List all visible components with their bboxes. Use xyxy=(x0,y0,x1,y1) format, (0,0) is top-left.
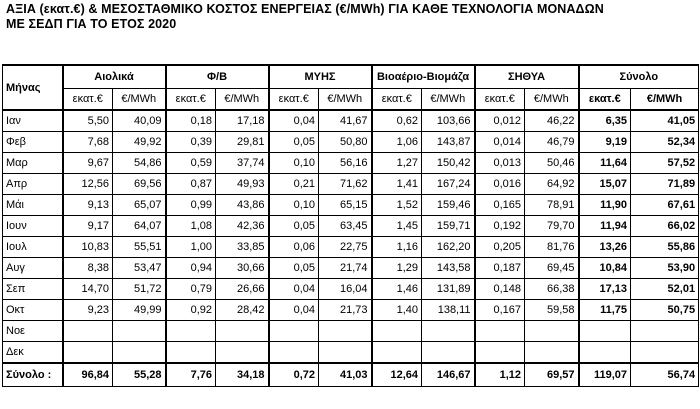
value-cell xyxy=(166,342,216,364)
value-cell: 0,39 xyxy=(166,132,216,153)
value-cell: 15,07 xyxy=(579,174,631,195)
value-cell xyxy=(216,342,269,364)
value-cell xyxy=(475,321,525,342)
value-cell: 11,90 xyxy=(579,195,631,216)
table-row xyxy=(3,237,699,258)
total-row xyxy=(3,363,699,387)
value-cell: 49,92 xyxy=(113,132,166,153)
value-cell: 71,89 xyxy=(631,174,699,195)
table-body xyxy=(3,110,699,387)
value-cell xyxy=(422,342,475,364)
month-cell: Φεβ xyxy=(3,132,63,153)
value-cell: 0,05 xyxy=(269,258,319,279)
table-row xyxy=(3,110,699,132)
value-cell: 79,70 xyxy=(525,216,579,237)
table-row xyxy=(3,279,699,300)
value-cell: 40,09 xyxy=(113,110,166,132)
value-cell xyxy=(269,321,319,342)
value-cell: 42,36 xyxy=(216,216,269,237)
value-cell: 0,205 xyxy=(475,237,525,258)
month-cell: Δεκ xyxy=(3,342,63,364)
value-cell: 54,86 xyxy=(113,153,166,174)
table-row xyxy=(3,132,699,153)
value-cell xyxy=(216,321,269,342)
value-cell xyxy=(372,342,422,364)
value-cell: 26,66 xyxy=(216,279,269,300)
value-cell: 1,29 xyxy=(372,258,422,279)
value-cell: 0,72 xyxy=(269,363,319,387)
value-cell: 46,79 xyxy=(525,132,579,153)
value-cell: 11,75 xyxy=(579,300,631,321)
value-cell: 162,20 xyxy=(422,237,475,258)
value-cell: 150,42 xyxy=(422,153,475,174)
value-cell: 0,62 xyxy=(372,110,422,132)
value-cell: 49,93 xyxy=(216,174,269,195)
value-cell: 159,46 xyxy=(422,195,475,216)
value-cell: 6,35 xyxy=(579,110,631,132)
value-cell: 0,59 xyxy=(166,153,216,174)
month-cell: Μαρ xyxy=(3,153,63,174)
value-cell: 0,148 xyxy=(475,279,525,300)
value-cell: 65,15 xyxy=(319,195,372,216)
sub-header-value: εκατ.€ xyxy=(475,89,525,111)
value-cell: 146,67 xyxy=(422,363,475,387)
value-cell: 0,04 xyxy=(269,300,319,321)
value-cell: 0,10 xyxy=(269,195,319,216)
value-cell xyxy=(113,342,166,364)
sub-header-cost: €/MWh xyxy=(319,89,372,111)
group-header-chp: ΣΗΘΥΑ xyxy=(475,65,579,89)
value-cell: 7,68 xyxy=(63,132,113,153)
value-cell: 52,34 xyxy=(631,132,699,153)
value-cell: 67,61 xyxy=(631,195,699,216)
value-cell: 17,13 xyxy=(579,279,631,300)
month-cell: Μάι xyxy=(3,195,63,216)
value-cell xyxy=(372,321,422,342)
value-cell xyxy=(579,342,631,364)
month-column-header: Μήνας xyxy=(3,65,63,110)
value-cell: 1,12 xyxy=(475,363,525,387)
value-cell: 56,74 xyxy=(631,363,699,387)
value-cell: 10,83 xyxy=(63,237,113,258)
value-cell: 55,86 xyxy=(631,237,699,258)
value-cell: 21,74 xyxy=(319,258,372,279)
month-cell: Απρ xyxy=(3,174,63,195)
value-cell: 0,016 xyxy=(475,174,525,195)
value-cell: 22,75 xyxy=(319,237,372,258)
month-cell: Νοε xyxy=(3,321,63,342)
value-cell: 1,00 xyxy=(166,237,216,258)
month-cell: Αυγ xyxy=(3,258,63,279)
value-cell: 1,41 xyxy=(372,174,422,195)
value-cell: 0,05 xyxy=(269,132,319,153)
value-cell xyxy=(579,321,631,342)
value-cell: 69,45 xyxy=(525,258,579,279)
value-cell: 5,50 xyxy=(63,110,113,132)
value-cell: 0,79 xyxy=(166,279,216,300)
value-cell: 11,94 xyxy=(579,216,631,237)
sub-header-cost: €/MWh xyxy=(113,89,166,111)
value-cell: 63,45 xyxy=(319,216,372,237)
group-header-pv: Φ/Β xyxy=(166,65,269,89)
value-cell: 0,013 xyxy=(475,153,525,174)
value-cell xyxy=(319,321,372,342)
value-cell: 50,80 xyxy=(319,132,372,153)
sub-header-value: εκατ.€ xyxy=(269,89,319,111)
value-cell: 143,58 xyxy=(422,258,475,279)
value-cell: 0,187 xyxy=(475,258,525,279)
value-cell: 69,57 xyxy=(525,363,579,387)
value-cell: 21,73 xyxy=(319,300,372,321)
value-cell: 131,89 xyxy=(422,279,475,300)
month-cell: Ιαν xyxy=(3,110,63,132)
value-cell: 1,45 xyxy=(372,216,422,237)
value-cell: 0,165 xyxy=(475,195,525,216)
value-cell: 29,81 xyxy=(216,132,269,153)
value-cell: 78,91 xyxy=(525,195,579,216)
value-cell xyxy=(631,321,699,342)
group-header-wind: Αιολικά xyxy=(63,65,166,89)
value-cell xyxy=(113,321,166,342)
value-cell: 1,06 xyxy=(372,132,422,153)
value-cell: 81,76 xyxy=(525,237,579,258)
value-cell xyxy=(63,321,113,342)
value-cell: 64,92 xyxy=(525,174,579,195)
value-cell: 46,22 xyxy=(525,110,579,132)
value-cell: 0,192 xyxy=(475,216,525,237)
value-cell: 119,07 xyxy=(579,363,631,387)
sub-header-cost: €/MWh xyxy=(422,89,475,111)
value-cell: 30,66 xyxy=(216,258,269,279)
month-cell: Ιουλ xyxy=(3,237,63,258)
value-cell xyxy=(525,321,579,342)
document-title xyxy=(6,2,696,32)
value-cell: 0,014 xyxy=(475,132,525,153)
value-cell: 41,03 xyxy=(319,363,372,387)
value-cell: 0,05 xyxy=(269,216,319,237)
value-cell: 9,23 xyxy=(63,300,113,321)
table-row xyxy=(3,174,699,195)
value-cell: 11,64 xyxy=(579,153,631,174)
value-cell: 53,47 xyxy=(113,258,166,279)
value-cell: 55,51 xyxy=(113,237,166,258)
sub-header-value: εκατ.€ xyxy=(63,89,113,111)
table-row xyxy=(3,195,699,216)
value-cell: 17,18 xyxy=(216,110,269,132)
value-cell xyxy=(166,321,216,342)
value-cell: 55,28 xyxy=(113,363,166,387)
value-cell: 0,10 xyxy=(269,153,319,174)
table-row xyxy=(3,300,699,321)
value-cell: 64,07 xyxy=(113,216,166,237)
value-cell: 0,012 xyxy=(475,110,525,132)
value-cell: 0,21 xyxy=(269,174,319,195)
value-cell: 9,13 xyxy=(63,195,113,216)
value-cell: 34,18 xyxy=(216,363,269,387)
value-cell: 50,75 xyxy=(631,300,699,321)
value-cell: 43,86 xyxy=(216,195,269,216)
month-cell: Σύνολο : xyxy=(3,363,63,387)
value-cell: 14,70 xyxy=(63,279,113,300)
value-cell: 66,02 xyxy=(631,216,699,237)
value-cell: 1,46 xyxy=(372,279,422,300)
sub-header-cost: €/MWh xyxy=(216,89,269,111)
month-cell: Οκτ xyxy=(3,300,63,321)
title-line-1: ΑΞΙΑ (εκατ.€) & ΜΕΣΟΣΤΑΘΜΙΚΟ ΚΟΣΤΟΣ ΕΝΕΡΓΕΙΑΣ (€/MWh) ΓΙΑ ΚΑΘΕ ΤΕΧΝΟΛΟΓΙΑ ΜΟΝΑΔΩΝ xyxy=(6,2,604,16)
group-header-total: Σύνολο xyxy=(579,65,699,89)
value-cell xyxy=(319,342,372,364)
value-cell: 8,38 xyxy=(63,258,113,279)
group-header-biogas-biomass: Βιοαέριο-Βιομάζα xyxy=(372,65,475,89)
value-cell: 53,90 xyxy=(631,258,699,279)
value-cell: 167,24 xyxy=(422,174,475,195)
sub-header-value: εκατ.€ xyxy=(579,89,631,111)
table-row xyxy=(3,321,699,342)
value-cell: 69,56 xyxy=(113,174,166,195)
sub-header-value: εκατ.€ xyxy=(372,89,422,111)
value-cell xyxy=(475,342,525,364)
value-cell: 7,76 xyxy=(166,363,216,387)
table-row xyxy=(3,258,699,279)
value-cell: 0,99 xyxy=(166,195,216,216)
value-cell: 1,08 xyxy=(166,216,216,237)
value-cell: 0,94 xyxy=(166,258,216,279)
value-cell: 65,07 xyxy=(113,195,166,216)
value-cell: 16,04 xyxy=(319,279,372,300)
month-cell: Ιουν xyxy=(3,216,63,237)
table-row xyxy=(3,342,699,364)
value-cell: 0,92 xyxy=(166,300,216,321)
value-cell: 41,05 xyxy=(631,110,699,132)
value-cell xyxy=(525,342,579,364)
value-cell: 9,19 xyxy=(579,132,631,153)
value-cell: 9,17 xyxy=(63,216,113,237)
value-cell: 57,52 xyxy=(631,153,699,174)
value-cell: 59,58 xyxy=(525,300,579,321)
value-cell: 66,38 xyxy=(525,279,579,300)
value-cell: 49,99 xyxy=(113,300,166,321)
value-cell xyxy=(631,342,699,364)
value-cell: 1,40 xyxy=(372,300,422,321)
value-cell: 12,56 xyxy=(63,174,113,195)
value-cell: 1,27 xyxy=(372,153,422,174)
value-cell: 13,26 xyxy=(579,237,631,258)
value-cell: 1,52 xyxy=(372,195,422,216)
value-cell: 41,67 xyxy=(319,110,372,132)
value-cell: 50,46 xyxy=(525,153,579,174)
value-cell: 51,72 xyxy=(113,279,166,300)
month-cell: Σεπ xyxy=(3,279,63,300)
value-cell xyxy=(63,342,113,364)
value-cell: 138,11 xyxy=(422,300,475,321)
value-cell: 28,42 xyxy=(216,300,269,321)
value-cell: 52,01 xyxy=(631,279,699,300)
value-cell: 0,18 xyxy=(166,110,216,132)
table-row xyxy=(3,216,699,237)
value-cell: 71,62 xyxy=(319,174,372,195)
value-cell: 9,67 xyxy=(63,153,113,174)
value-cell: 0,87 xyxy=(166,174,216,195)
value-cell: 143,87 xyxy=(422,132,475,153)
value-cell: 103,66 xyxy=(422,110,475,132)
value-cell: 33,85 xyxy=(216,237,269,258)
table-row xyxy=(3,153,699,174)
value-cell: 0,04 xyxy=(269,110,319,132)
value-cell: 1,16 xyxy=(372,237,422,258)
value-cell: 10,84 xyxy=(579,258,631,279)
value-cell: 12,64 xyxy=(372,363,422,387)
table-container xyxy=(2,64,698,387)
value-cell: 56,16 xyxy=(319,153,372,174)
value-cell xyxy=(269,342,319,364)
value-cell: 0,06 xyxy=(269,237,319,258)
value-cell: 159,71 xyxy=(422,216,475,237)
energy-cost-table xyxy=(2,64,699,387)
value-cell: 37,74 xyxy=(216,153,269,174)
sub-header-cost: €/MWh xyxy=(631,89,699,111)
sub-header-value: εκατ.€ xyxy=(166,89,216,111)
title-line-2: ΜΕ ΣΕΔΠ ΓΙΑ ΤΟ ΕΤΟΣ 2020 xyxy=(6,17,177,31)
value-cell: 96,84 xyxy=(63,363,113,387)
value-cell xyxy=(422,321,475,342)
group-header-small-hydro: ΜΥΗΣ xyxy=(269,65,372,89)
value-cell: 0,04 xyxy=(269,279,319,300)
sub-header-cost: €/MWh xyxy=(525,89,579,111)
value-cell: 0,167 xyxy=(475,300,525,321)
